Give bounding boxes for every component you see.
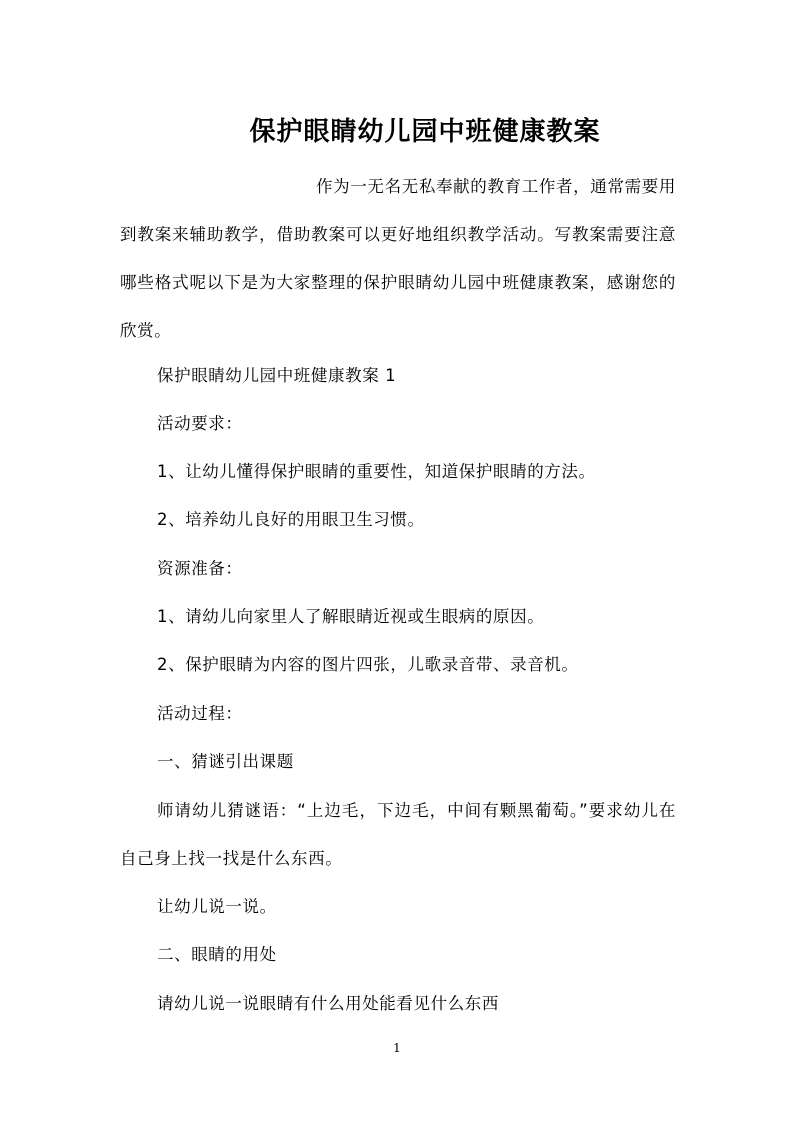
lesson-heading: 保护眼睛幼儿园中班健康教案 1 xyxy=(157,366,397,385)
body-paragraph: 师请幼儿猜谜语：“上边毛，下边毛，中间有颗黑葡萄。”要求幼儿在自己身上找一找是什么东西。 xyxy=(120,801,676,868)
body-paragraph: 让幼儿说一说。 xyxy=(157,897,277,916)
section-heading-resources: 资源准备： xyxy=(157,559,243,578)
process-step-heading: 一、猜谜引出课题 xyxy=(157,752,294,771)
requirement-item: 2、培养幼儿良好的用眼卫生习惯。 xyxy=(157,510,425,529)
page-title: 保护眼睛幼儿园中班健康教案 xyxy=(249,117,601,148)
section-heading-process: 活动过程： xyxy=(157,704,243,723)
process-step-heading: 二、眼睛的用处 xyxy=(157,945,277,964)
requirement-item: 1、让幼儿懂得保护眼睛的重要性，知道保护眼睛的方法。 xyxy=(157,462,596,481)
resource-item: 2、保护眼睛为内容的图片四张，儿歌录音带、录音机。 xyxy=(157,655,579,674)
section-heading-requirements: 活动要求： xyxy=(157,414,243,433)
resource-item: 1、请幼儿向家里人了解眼睛近视或生眼病的原因。 xyxy=(157,607,545,626)
intro-paragraph: 作为一无名无私奉献的教育工作者，通常需要用到教案来辅助教学，借助教案可以更好地组织教学活动。写教案需要注意哪些格式呢以下是为大家整理的保护眼睛幼儿园中班健康教案，感谢您的欣赏。 xyxy=(120,177,676,340)
body-paragraph: 请幼儿说一说眼睛有什么用处能看见什么东西 xyxy=(157,994,499,1013)
page-number: 1 xyxy=(393,1041,401,1055)
